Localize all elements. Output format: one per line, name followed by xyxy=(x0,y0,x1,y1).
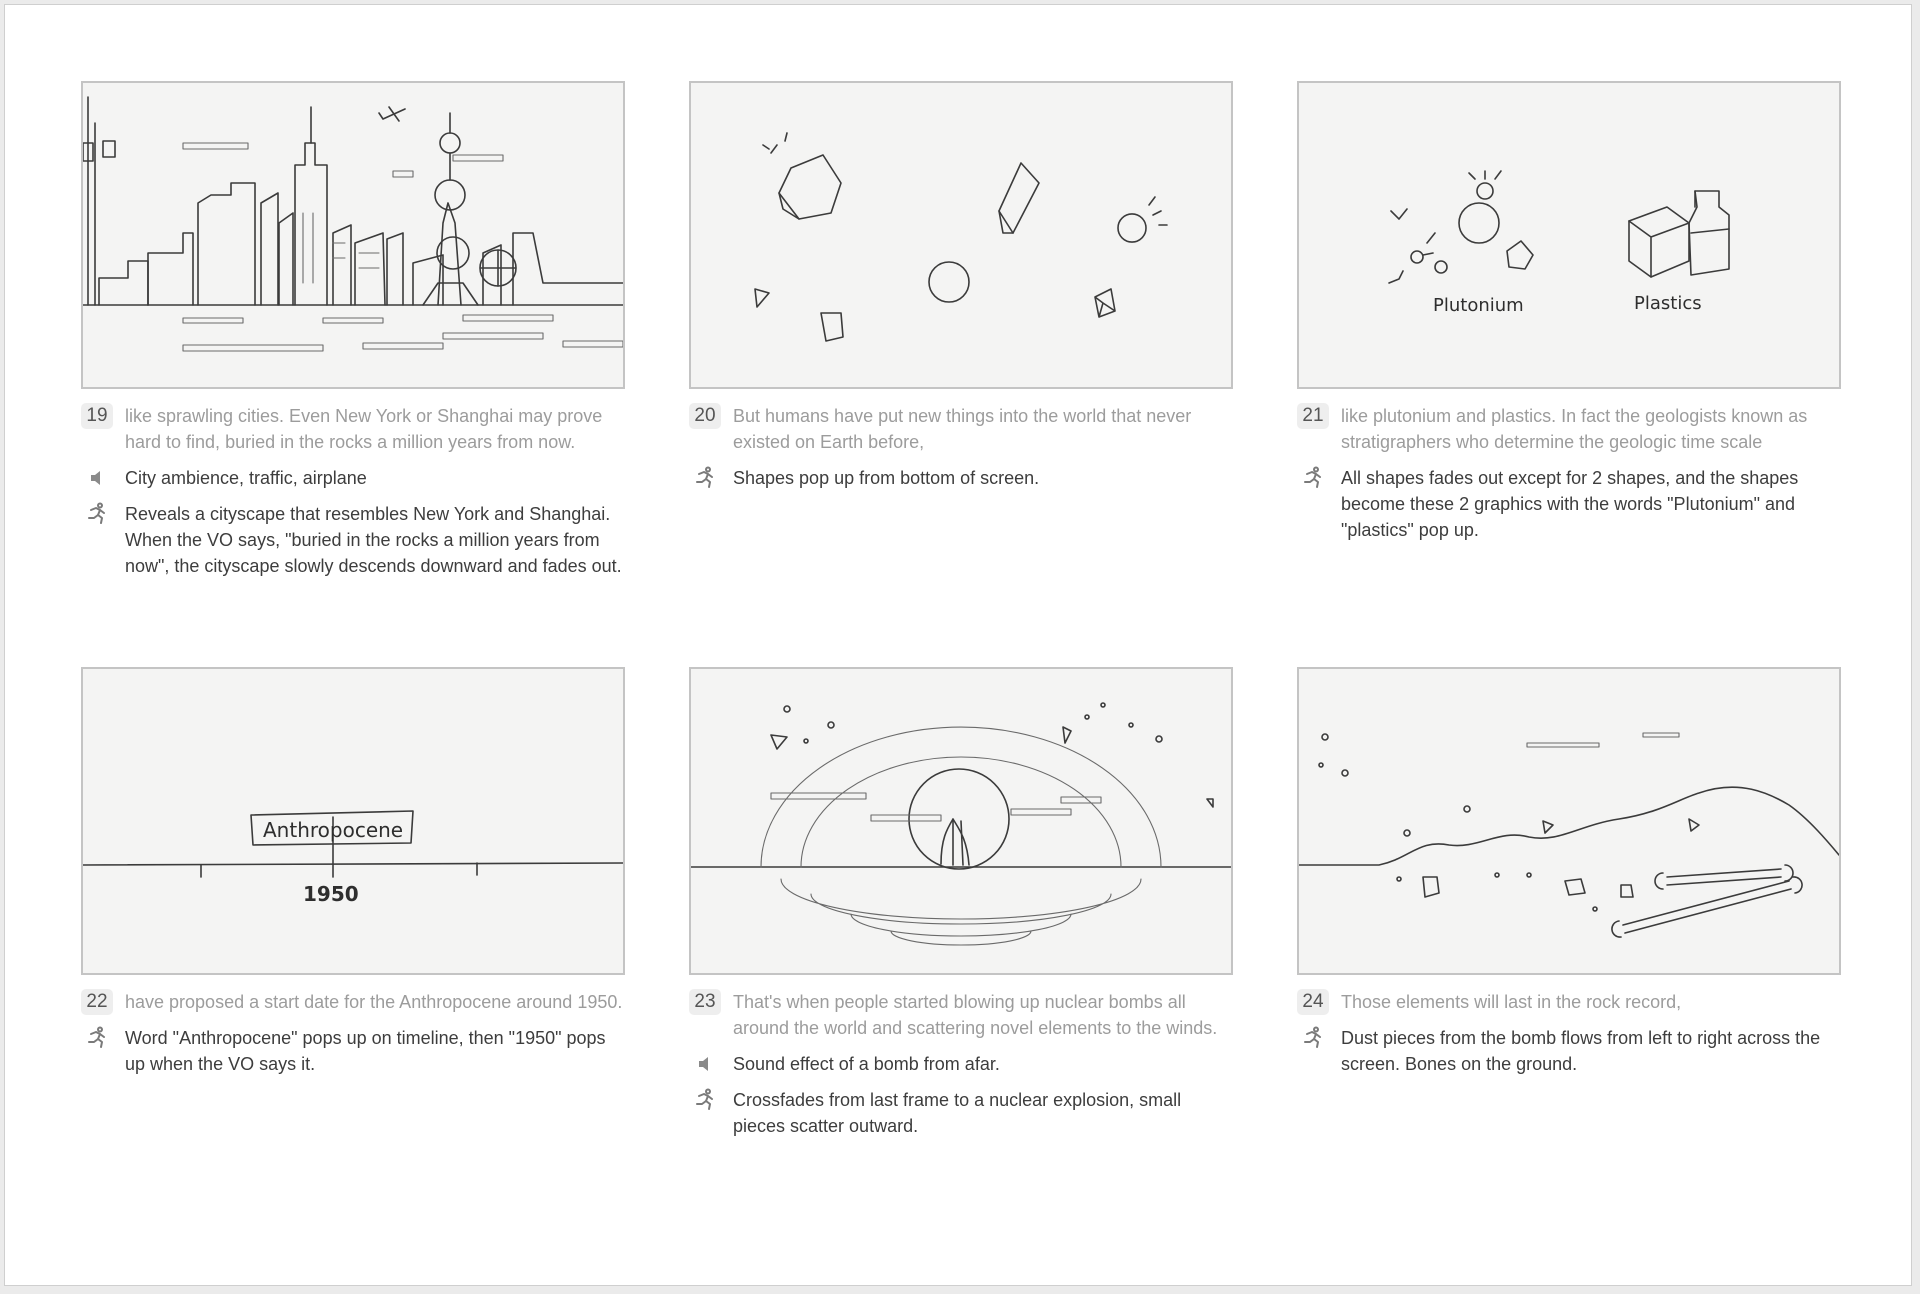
vo-line xyxy=(81,989,625,1015)
sound-line xyxy=(689,1051,1233,1077)
running-figure-icon xyxy=(689,465,721,491)
speaker-icon xyxy=(689,1051,721,1077)
vo-line xyxy=(1297,989,1841,1015)
sketch-frame-cityscape xyxy=(81,81,625,389)
voiceover-text: But humans have put new things into the world that never existed on Earth before, xyxy=(733,406,1192,452)
action-text: Crossfades from last frame to a nuclear explosion, small pieces scatter outward. xyxy=(733,1090,1182,1136)
sound-text: City ambience, traffic, airplane xyxy=(125,468,367,488)
storyboard-panel-19 xyxy=(81,81,625,579)
plastics-label: Plastics xyxy=(1634,293,1702,314)
vo-line xyxy=(81,403,625,455)
cityscape-sketch xyxy=(83,83,623,387)
storyboard-panel-23 xyxy=(689,667,1233,1139)
shot-number-badge: 21 xyxy=(1297,403,1329,429)
floating-shapes-sketch xyxy=(691,83,1231,387)
nuclear-explosion-sketch xyxy=(691,669,1231,973)
voiceover-text: like sprawling cities. Even New York or Shanghai may prove hard to find, buried in the rocks a million years from now. xyxy=(125,406,603,452)
vo-line xyxy=(1297,403,1841,455)
timeline-sketch xyxy=(83,669,623,973)
voiceover-text: Those elements will last in the rock record, xyxy=(1341,992,1682,1012)
year-label: 1950 xyxy=(303,882,359,906)
action-line xyxy=(81,501,625,579)
plutonium-plastics-sketch xyxy=(1299,83,1839,387)
vo-line xyxy=(689,989,1233,1041)
action-line xyxy=(689,1087,1233,1139)
storyboard-page xyxy=(4,4,1912,1286)
shot-number-badge: 20 xyxy=(689,403,721,429)
shot-number-badge: 23 xyxy=(689,989,721,1015)
action-text: Reveals a cityscape that resembles New York and Shanghai. When the VO says, "buried in the rocks a million years from now", the cityscape slowly descends downward and fades out. xyxy=(125,504,622,576)
sketch-frame-dust-bones xyxy=(1297,667,1841,975)
action-text: Word "Anthropocene" pops up on timeline, then "1950" pops up when the VO says it. xyxy=(125,1028,606,1074)
sound-line xyxy=(81,465,625,491)
voiceover-text: That's when people started blowing up nuclear bombs all around the world and scattering novel elements to the winds. xyxy=(733,992,1218,1038)
voiceover-text: have proposed a start date for the Anthropocene around 1950. xyxy=(125,992,623,1012)
action-text: All shapes fades out except for 2 shapes, and the shapes become these 2 graphics with the words "Plutonium" and "plastics" pop up. xyxy=(1341,468,1799,540)
running-figure-icon xyxy=(81,501,113,527)
storyboard-panel-21 xyxy=(1297,81,1841,543)
storyboard-panel-24 xyxy=(1297,667,1841,1077)
plutonium-label: Plutonium xyxy=(1433,295,1524,316)
storyboard-panel-20 xyxy=(689,81,1233,491)
action-line xyxy=(1297,465,1841,543)
vo-line xyxy=(689,403,1233,455)
action-line xyxy=(689,465,1233,491)
running-figure-icon xyxy=(1297,1025,1329,1051)
sketch-frame-shapes xyxy=(689,81,1233,389)
action-text: Dust pieces from the bomb flows from left to right across the screen. Bones on the ground. xyxy=(1341,1028,1821,1074)
storyboard-panel-22 xyxy=(81,667,625,1077)
sketch-frame-plutonium-plastics xyxy=(1297,81,1841,389)
running-figure-icon xyxy=(81,1025,113,1051)
voiceover-text: like plutonium and plastics. In fact the geologists known as stratigraphers who determine the geologic time scale xyxy=(1341,406,1808,452)
sketch-frame-explosion xyxy=(689,667,1233,975)
running-figure-icon xyxy=(689,1087,721,1113)
anthropocene-label: Anthropocene xyxy=(263,818,404,842)
dust-and-bones-sketch xyxy=(1299,669,1839,973)
action-text: Shapes pop up from bottom of screen. xyxy=(733,468,1040,488)
shot-number-badge: 24 xyxy=(1297,989,1329,1015)
sound-text: Sound effect of a bomb from afar. xyxy=(733,1054,1000,1074)
action-line xyxy=(81,1025,625,1077)
shot-number-badge: 22 xyxy=(81,989,113,1015)
shot-number-badge: 19 xyxy=(81,403,113,429)
sketch-frame-timeline xyxy=(81,667,625,975)
running-figure-icon xyxy=(1297,465,1329,491)
action-line xyxy=(1297,1025,1841,1077)
speaker-icon xyxy=(81,465,113,491)
